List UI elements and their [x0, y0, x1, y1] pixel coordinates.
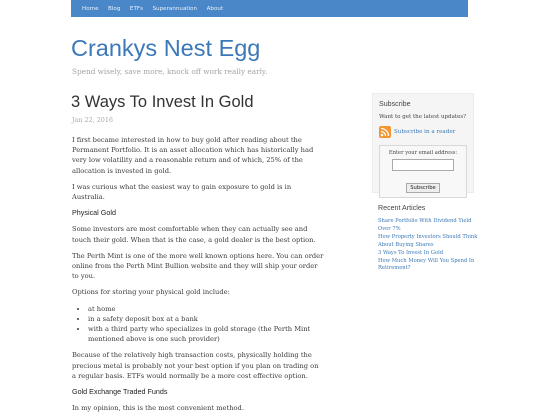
paragraph: Options for storing your physical gold include: [72, 288, 230, 297]
post-date: Jan 22, 2016 [72, 116, 113, 124]
rss-icon[interactable] [379, 126, 391, 138]
rss-link[interactable]: Subscribe in a reader [394, 129, 456, 135]
paragraph: In my opinion, this is the most convenient method. [72, 404, 244, 413]
nav-about[interactable]: About [206, 5, 224, 12]
paragraph: Because of the relatively high transaction costs, physically holding the precious metal is probably not your best option if you plan on trading on a regular basis. ETFs would normally be a more cost effective option. [72, 351, 319, 380]
email-field[interactable] [392, 159, 454, 171]
top-navigation [71, 0, 468, 17]
recent-article-link[interactable]: 3 Ways To Invest In Gold [378, 249, 444, 256]
nav-home[interactable]: Home [82, 5, 99, 12]
section-heading: Physical Gold [72, 208, 116, 218]
post-content [72, 135, 324, 419]
site-tagline: Spend wisely, save more, knock off work really early. [72, 67, 268, 76]
nav-blog[interactable]: Blog [108, 5, 121, 12]
recent-articles-widget [378, 204, 478, 273]
rss-row[interactable] [379, 126, 467, 138]
section-heading: Gold Exchange Traded Funds [72, 387, 168, 397]
site-title[interactable]: Crankys Nest Egg [71, 35, 261, 61]
paragraph: The Perth Mint is one of the more well known options here. You can order online from the Perth Mint Bullion website and they will ship your order to you. [72, 251, 324, 281]
subscribe-widget [372, 93, 474, 193]
recent-articles-title: Recent Articles [378, 204, 426, 212]
list-item [378, 258, 478, 274]
recent-article-link[interactable]: How Much Money Will You Spend In Retirement? [378, 257, 475, 272]
list-item: • at home [88, 304, 324, 314]
recent-article-link[interactable]: Share Portfolio With Dividend Yield Over 7% [378, 218, 472, 232]
email-label: Enter your email address: [388, 150, 458, 156]
list-item: • in a safety deposit box at a bank [88, 314, 324, 324]
paragraph: Some investors are most comfortable when they can actually see and touch their gold. When that is the case, a gold dealer is the best option. [72, 225, 316, 244]
paragraph: I was curious what the easiest way to gain exposure to gold is in Australia. [72, 182, 292, 202]
list-item [378, 234, 478, 250]
subscribe-button[interactable]: Subscribe [406, 183, 440, 193]
paragraph: I first became interested in how to buy gold after reading about the Permanent Portfolio. It is an asset allocation which has historically had very low volatility and a reasonable return and of which, 25% of the allocation is invested in gold. [72, 136, 314, 175]
list-item [378, 250, 478, 258]
storage-options-list [72, 304, 324, 345]
recent-article-link[interactable]: How Property Investors Should Think About Buying Shares [378, 233, 478, 248]
nav-superannuation[interactable]: Superannuation [152, 5, 198, 12]
post-title: 3 Ways To Invest In Gold [71, 93, 254, 111]
subscribe-title: Subscribe [379, 100, 411, 108]
recent-articles-list [378, 218, 478, 273]
email-subscribe-form [379, 145, 467, 198]
nav-etfs[interactable]: ETFs [129, 5, 143, 12]
subscribe-prompt: Want to get the latest updates? [379, 114, 467, 120]
list-item [378, 218, 478, 234]
list-item: • with a third party who specializes in gold storage (the Perth Mint mentioned above is one such provider) [88, 324, 324, 344]
